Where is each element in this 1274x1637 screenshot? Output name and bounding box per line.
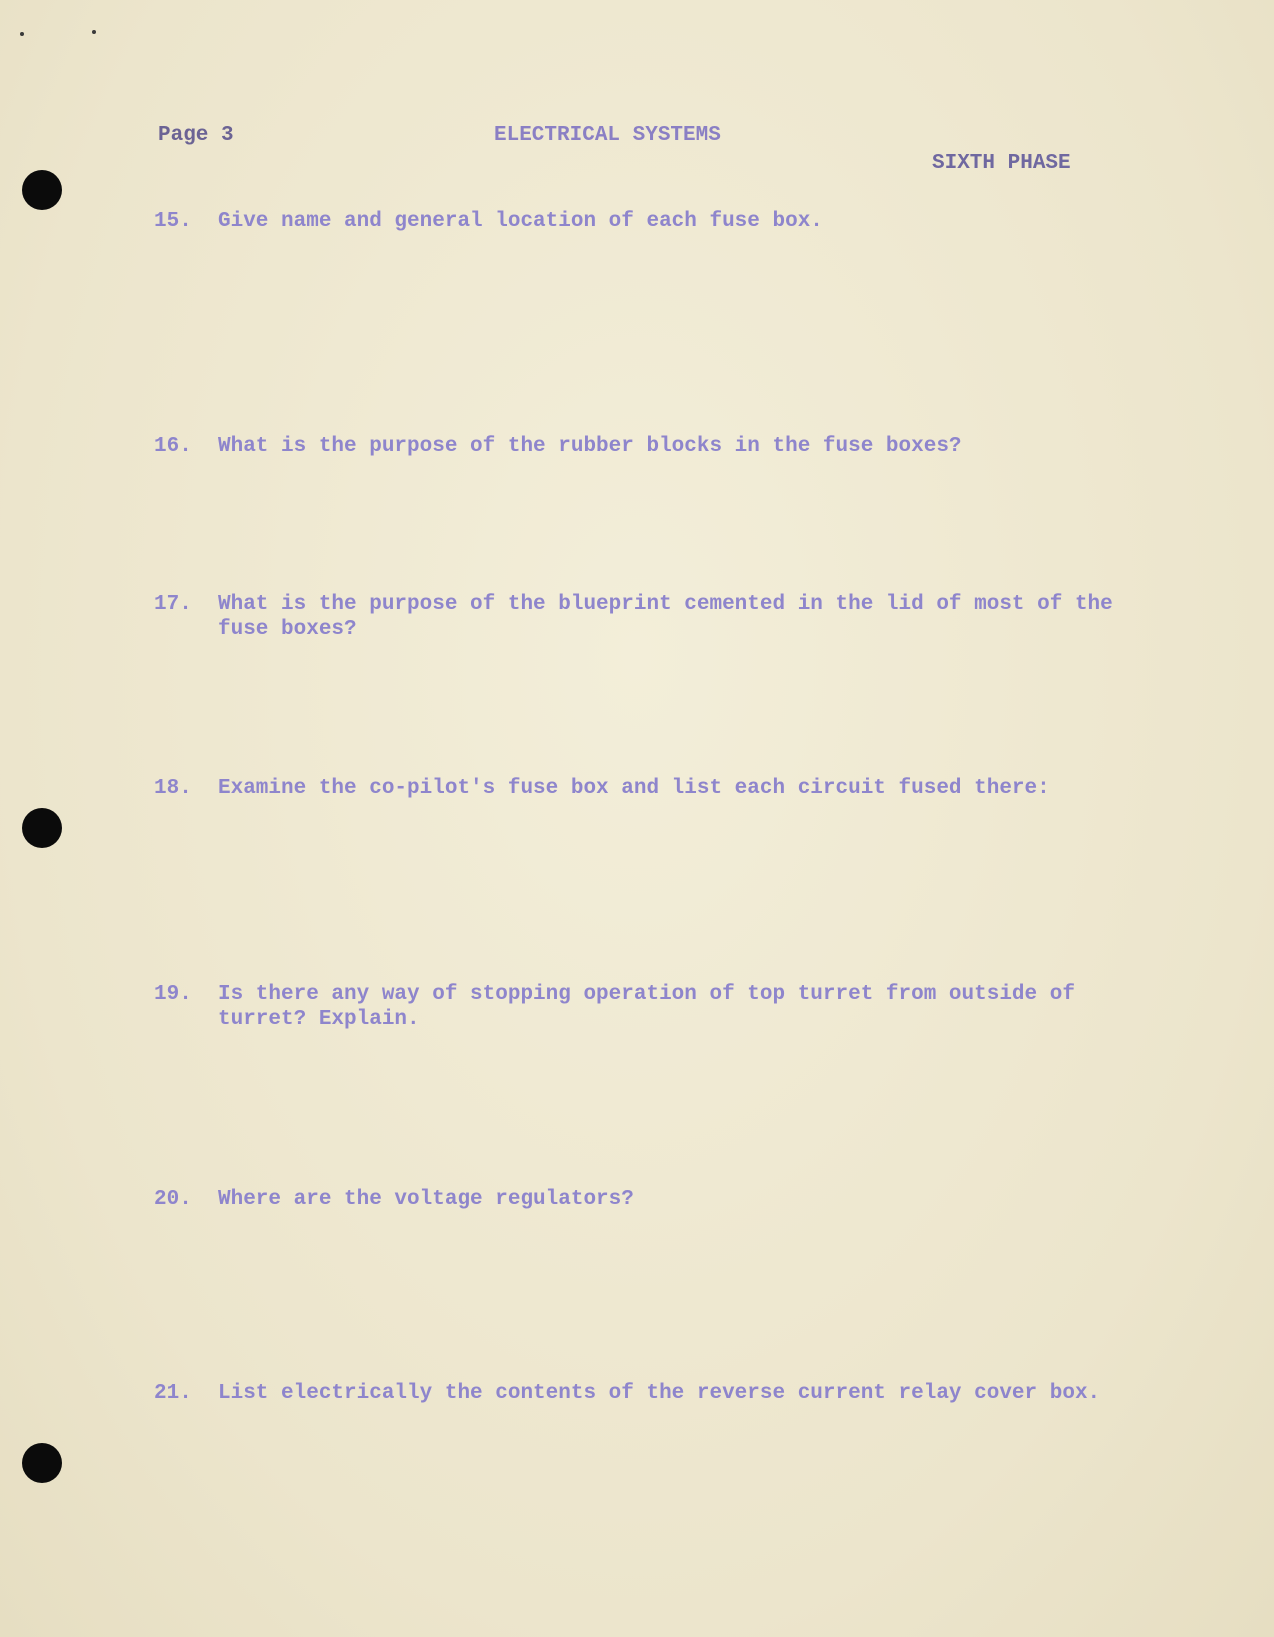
- punch-hole-top: [22, 170, 62, 210]
- question-text: List electrically the contents of the reverse current relay cover box.: [218, 1382, 1101, 1405]
- document-title: ELECTRICAL SYSTEMS: [494, 124, 721, 147]
- paper-speck: [20, 32, 24, 36]
- question-text: Where are the voltage regulators?: [218, 1188, 634, 1211]
- question-text: Give name and general location of each fuse box.: [218, 210, 823, 233]
- question-number: 19.: [154, 983, 192, 1006]
- question-16: [154, 434, 1114, 459]
- question-number: 15.: [154, 210, 192, 233]
- question-number: 16.: [154, 435, 192, 458]
- question-text: What is the purpose of the blueprint cemented in the lid of most of the fuse boxes?: [218, 593, 1113, 641]
- question-text: Examine the co-pilot's fuse box and list each circuit fused there:: [218, 777, 1050, 800]
- question-15: [154, 209, 1114, 234]
- question-number: 20.: [154, 1188, 192, 1211]
- question-number: 17.: [154, 593, 192, 616]
- punch-hole-bottom: [22, 1443, 62, 1483]
- question-18: [154, 776, 1114, 801]
- question-19: [154, 982, 1114, 1032]
- question-17: [154, 592, 1114, 642]
- page-number: Page 3: [158, 124, 234, 147]
- paper-speck: [92, 30, 96, 34]
- question-number: 18.: [154, 777, 192, 800]
- question-20: [154, 1187, 1114, 1212]
- phase-label: SIXTH PHASE: [932, 152, 1071, 175]
- question-text: What is the purpose of the rubber blocks in the fuse boxes?: [218, 435, 962, 458]
- question-number: 21.: [154, 1382, 192, 1405]
- punch-hole-middle: [22, 808, 62, 848]
- question-text: Is there any way of stopping operation of top turret from outside of turret? Explain.: [218, 983, 1075, 1031]
- question-21: [154, 1381, 1114, 1406]
